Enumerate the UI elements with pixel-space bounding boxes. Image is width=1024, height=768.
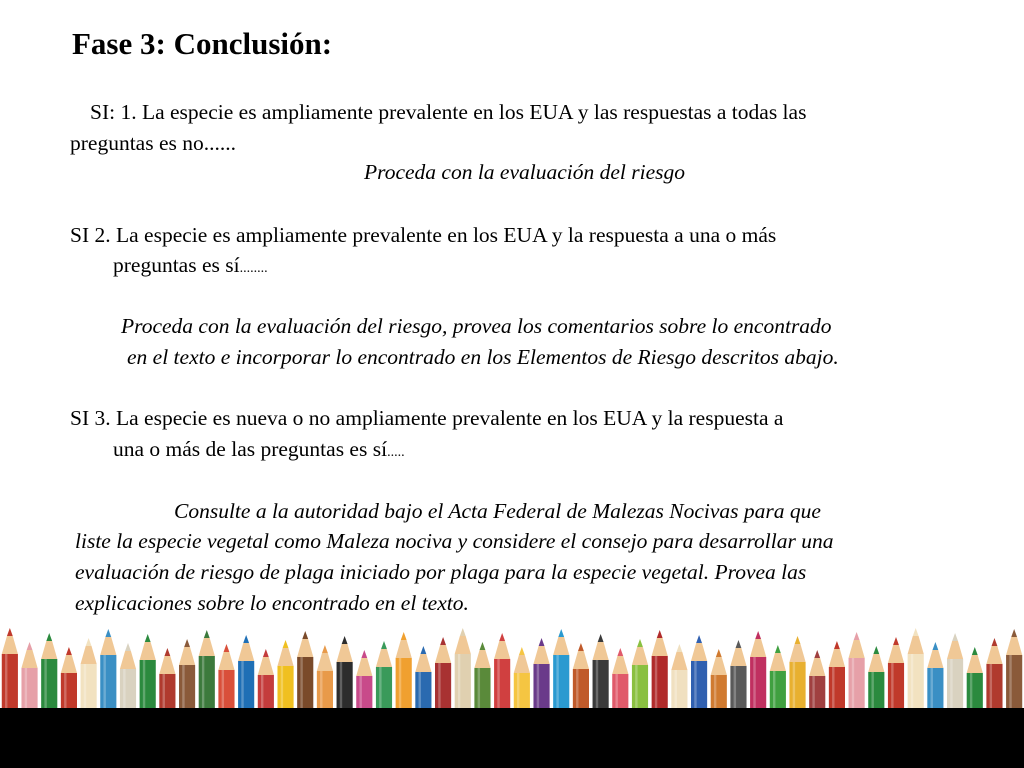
pencil-lead — [578, 643, 584, 651]
pencil-wood — [494, 641, 510, 659]
pencil-lead — [322, 645, 328, 653]
pencil — [376, 641, 392, 712]
pencil-highlight — [478, 668, 480, 712]
pencil-wood — [711, 657, 727, 675]
pencil-lead — [46, 633, 52, 641]
pencil-body — [41, 659, 57, 712]
pencil — [533, 638, 549, 712]
pencil — [967, 647, 983, 712]
pencil-highlight — [340, 662, 342, 712]
pencil — [947, 633, 963, 712]
pencil-wood — [967, 655, 983, 673]
pencil-lead — [302, 631, 308, 639]
pencil-body — [612, 674, 628, 712]
pencil-lead — [420, 646, 426, 654]
pencil-wood — [593, 642, 609, 660]
pencil-body — [140, 660, 156, 712]
pencil-highlight — [281, 666, 283, 712]
pencil-body — [474, 668, 490, 712]
pencil-lead — [992, 638, 998, 646]
pencil-lead — [676, 644, 682, 652]
pencil — [435, 637, 451, 712]
pencil-wood — [100, 637, 116, 655]
pencil — [750, 631, 766, 712]
pencil-wood — [908, 636, 924, 654]
pencil-body — [927, 668, 943, 712]
pencil-wood — [474, 650, 490, 668]
pencil-highlight — [497, 659, 499, 712]
footer-bar — [0, 708, 1024, 768]
pencil-wood — [435, 645, 451, 663]
pencil-body — [593, 660, 609, 712]
pencil-lead — [932, 642, 938, 650]
item-2-action-line-2: en el texto e incorporar lo encontrado en los Elementos de Riesgo descritos abajo. — [127, 345, 839, 369]
pencil-lead — [736, 640, 742, 648]
pencil-wood — [81, 646, 97, 664]
pencil-lead — [342, 636, 348, 644]
pencil — [829, 641, 845, 712]
pencil-highlight — [537, 664, 539, 712]
pencil-wood — [770, 653, 786, 671]
pencil-lead — [480, 642, 486, 650]
pencil-lead — [125, 643, 131, 651]
pencil-highlight — [931, 668, 933, 712]
pencil — [632, 639, 648, 712]
pencil-highlight — [871, 672, 873, 712]
pencil-lead — [381, 641, 387, 649]
pencil-highlight — [596, 660, 598, 712]
pencil — [317, 645, 333, 712]
pencil — [415, 646, 431, 712]
pencil-highlight — [320, 671, 322, 712]
pencil-lead — [716, 649, 722, 657]
pencil-wood — [809, 658, 825, 676]
pencil — [277, 640, 293, 712]
pencil-wood — [868, 654, 884, 672]
pencil — [593, 634, 609, 712]
pencil-body — [849, 658, 865, 712]
pencil-highlight — [615, 674, 617, 712]
pencil-wood — [277, 648, 293, 666]
pencil-wood — [21, 650, 37, 668]
pencil-lead — [617, 648, 623, 656]
pencil-body — [750, 657, 766, 712]
pencil-lead — [834, 641, 840, 649]
pencil-lead — [145, 634, 151, 642]
pencil-highlight — [950, 659, 952, 712]
pencil-highlight — [970, 673, 972, 712]
pencil-body — [829, 667, 845, 712]
pencil-body — [317, 671, 333, 712]
pencil-highlight — [359, 676, 361, 712]
pencil-highlight — [300, 657, 302, 712]
pencil-highlight — [261, 675, 263, 712]
item-3-action-line-1: Consulte a la autoridad bajo el Acta Federal de Malezas Nocivas para que — [174, 499, 821, 523]
pencil-wood — [159, 656, 175, 674]
pencil — [21, 642, 37, 712]
pencil-highlight — [143, 660, 145, 712]
pencil — [61, 647, 77, 712]
pencil — [356, 650, 372, 712]
pencil — [474, 642, 490, 712]
pencil-body — [770, 671, 786, 712]
pencil-wood — [514, 655, 530, 673]
pencil-lead — [401, 632, 407, 640]
pencil-lead — [7, 628, 13, 636]
pencil-body — [120, 669, 136, 712]
pencil — [41, 633, 57, 712]
item-3-line-1: SI 3. La especie es nueva o no ampliamente prevalente en los EUA y la respuesta a — [70, 406, 784, 430]
item-2-line-2-text: preguntas es sí — [113, 253, 240, 277]
pencil-highlight — [714, 675, 716, 712]
pencil — [671, 644, 687, 712]
pencil-wood — [199, 638, 215, 656]
pencil-lead — [184, 639, 190, 647]
pencil-body — [691, 661, 707, 712]
pencil-lead — [361, 650, 367, 658]
pencil-wood — [376, 649, 392, 667]
pencil — [238, 635, 254, 712]
pencil-lead — [637, 639, 643, 647]
pencil-lead — [558, 629, 564, 637]
pencil-wood — [337, 644, 353, 662]
pencil-highlight — [44, 659, 46, 712]
pencil-highlight — [576, 669, 578, 712]
pencil — [159, 648, 175, 712]
pencil-lead — [854, 632, 860, 640]
pencil-highlight — [202, 656, 204, 712]
pencil — [868, 646, 884, 712]
pencil-lead — [283, 640, 289, 648]
pencil-lead — [539, 638, 545, 646]
pencil-body — [218, 670, 234, 712]
pencil-wood — [789, 644, 805, 662]
pencil — [396, 632, 412, 712]
pencil-body — [789, 662, 805, 712]
item-3-dots: ..... — [387, 445, 405, 460]
pencil-highlight — [891, 663, 893, 712]
pencil-lead — [814, 650, 820, 658]
pencil-wood — [415, 654, 431, 672]
pencil-body — [553, 655, 569, 712]
pencil-wood — [1006, 637, 1022, 655]
pencil-wood — [927, 650, 943, 668]
pencil-wood — [652, 638, 668, 656]
pencil-highlight — [103, 655, 105, 712]
colored-pencils-image — [0, 620, 1024, 712]
pencil-wood — [829, 649, 845, 667]
pencil-highlight — [675, 670, 677, 712]
pencil — [120, 643, 136, 712]
pencil — [81, 638, 97, 712]
pencil-body — [21, 668, 37, 712]
pencil — [337, 636, 353, 712]
pencil-lead — [795, 636, 801, 644]
pencil-highlight — [419, 672, 421, 712]
pencil-wood — [396, 640, 412, 658]
pencil-lead — [1011, 629, 1017, 637]
pencil — [789, 636, 805, 712]
item-3-action-line-4: explicaciones sobre lo encontrado en el texto. — [75, 591, 469, 615]
pencil-lead — [972, 647, 978, 655]
pencil-wood — [41, 641, 57, 659]
pencil-lead — [755, 631, 761, 639]
pencil-body — [415, 672, 431, 712]
pencil-body — [947, 659, 963, 712]
pencil-highlight — [399, 658, 401, 712]
pencil — [199, 630, 215, 712]
pencil — [218, 644, 234, 712]
pencil-body — [868, 672, 884, 712]
pencil — [809, 650, 825, 712]
pencil-wood — [671, 652, 687, 670]
pencil-highlight — [5, 654, 7, 712]
pencil-highlight — [123, 669, 125, 712]
pencil-wood — [573, 651, 589, 669]
pencil — [297, 631, 313, 712]
pencil-lead — [440, 637, 446, 645]
pencil — [553, 629, 569, 712]
pencil-wood — [632, 647, 648, 665]
pencil-highlight — [734, 666, 736, 712]
pencil-lead — [913, 628, 919, 636]
pencil-lead — [204, 630, 210, 638]
item-1-action: Proceda con la evaluación del riesgo — [364, 160, 686, 184]
pencil-wood — [2, 636, 18, 654]
pencil-body — [61, 673, 77, 712]
pencil-lead — [519, 647, 525, 655]
pencil — [100, 629, 116, 712]
pencil-body — [435, 663, 451, 712]
pencil — [652, 630, 668, 712]
pencil-body — [494, 659, 510, 712]
pencil-body — [652, 656, 668, 712]
pencil-body — [2, 654, 18, 712]
pencil-body — [1006, 655, 1022, 712]
slide-title: Fase 3: Conclusión: — [72, 26, 333, 61]
pencil-lead — [263, 649, 269, 657]
pencil-wood — [297, 639, 313, 657]
pencil-body — [455, 654, 471, 712]
pencil — [2, 628, 18, 712]
pencil — [849, 632, 865, 712]
item-3-line-2 — [113, 434, 405, 468]
pencil-body — [573, 669, 589, 712]
pencil — [770, 645, 786, 712]
pencil-body — [258, 675, 274, 712]
pencil-highlight — [379, 667, 381, 712]
pencil-wood — [218, 652, 234, 670]
pencil-lead — [499, 633, 505, 641]
pencil-highlight — [222, 670, 224, 712]
pencil-wood — [888, 645, 904, 663]
pencil-wood — [986, 646, 1002, 664]
pencil — [573, 643, 589, 712]
pencil-body — [277, 666, 293, 712]
pencil-body — [238, 661, 254, 712]
pencil-lead — [164, 648, 170, 656]
pencil-body — [100, 655, 116, 712]
pencil-body — [888, 663, 904, 712]
pencil — [612, 648, 628, 712]
item-1-line-1: SI: 1. La especie es ampliamente prevalente en los EUA y las respuestas a todas las — [90, 100, 807, 124]
pencil-lead — [893, 637, 899, 645]
pencil-highlight — [182, 665, 184, 712]
pencil-lead — [27, 642, 33, 650]
pencil-body — [297, 657, 313, 712]
pencil — [140, 634, 156, 712]
item-2-line-2 — [113, 250, 268, 284]
pencil-wood — [533, 646, 549, 664]
pencil-wood — [179, 647, 195, 665]
item-2-line-1: SI 2. La especie es ampliamente prevalente en los EUA y la respuesta a una o más — [70, 223, 777, 247]
pencil-lead — [86, 638, 92, 646]
pencil-highlight — [84, 664, 86, 712]
pencil-wood — [730, 648, 746, 666]
pencil-body — [337, 662, 353, 712]
pencil-wood — [455, 636, 471, 654]
pencil-wood — [238, 643, 254, 661]
pencil — [711, 649, 727, 712]
pencil-lead — [952, 633, 958, 641]
pencil-highlight — [241, 661, 243, 712]
item-2-dots: ........ — [239, 261, 268, 276]
pencil-body — [376, 667, 392, 712]
pencil-body — [809, 676, 825, 712]
pencil — [258, 649, 274, 712]
pencil-body — [967, 673, 983, 712]
pencil-body — [514, 673, 530, 712]
pencil-wood — [356, 658, 372, 676]
pencil-highlight — [990, 664, 992, 712]
pencil — [908, 628, 924, 712]
pencil-lead — [224, 644, 230, 652]
pencil-highlight — [832, 667, 834, 712]
pencil-body — [711, 675, 727, 712]
pencil-body — [671, 670, 687, 712]
pencil-lead — [243, 635, 249, 643]
pencil-wood — [947, 641, 963, 659]
pencil-highlight — [773, 671, 775, 712]
pencil-lead — [873, 646, 879, 654]
pencil — [1006, 629, 1022, 712]
item-1-line-2: preguntas es no...... — [70, 131, 236, 155]
pencil-highlight — [1009, 655, 1011, 712]
pencil-wood — [140, 642, 156, 660]
pencil-highlight — [793, 662, 795, 712]
pencil-lead — [775, 645, 781, 653]
pencil-highlight — [517, 673, 519, 712]
pencil-highlight — [812, 676, 814, 712]
pencil-highlight — [163, 674, 165, 712]
pencil — [986, 638, 1002, 712]
pencil-wood — [849, 640, 865, 658]
pencil-highlight — [852, 658, 854, 712]
pencil-highlight — [438, 663, 440, 712]
pencil — [730, 640, 746, 712]
pencil-wood — [691, 643, 707, 661]
pencil-highlight — [655, 656, 657, 712]
pencil-body — [179, 665, 195, 712]
pencil-body — [159, 674, 175, 712]
item-2-action-line-1: Proceda con la evaluación del riesgo, provea los comentarios sobre lo encontrado — [121, 314, 832, 338]
pencil-body — [632, 665, 648, 712]
pencil-highlight — [64, 673, 66, 712]
pencil-lead — [105, 629, 111, 637]
item-3-action-line-3: evaluación de riesgo de plaga iniciado por plaga para la especie vegetal. Provea las — [75, 560, 807, 584]
pencil-wood — [120, 651, 136, 669]
pencil-body — [730, 666, 746, 712]
pencil-highlight — [694, 661, 696, 712]
pencil-highlight — [556, 655, 558, 712]
pencil-wood — [553, 637, 569, 655]
pencil-lead — [598, 634, 604, 642]
pencil-highlight — [753, 657, 755, 712]
pencil-body — [908, 654, 924, 712]
item-3-action-line-2: liste la especie vegetal como Maleza nociva y considere el consejo para desarrollar una — [75, 529, 834, 553]
pencil-wood — [317, 653, 333, 671]
pencil-highlight — [911, 654, 913, 712]
pencil-wood — [258, 657, 274, 675]
pencil-lead — [696, 635, 702, 643]
pencil-highlight — [25, 668, 27, 712]
pencil — [691, 635, 707, 712]
pencil-body — [986, 664, 1002, 712]
pencil-body — [396, 658, 412, 712]
pencil-wood — [750, 639, 766, 657]
pencil-lead — [460, 628, 466, 636]
pencil — [888, 637, 904, 712]
pencil — [494, 633, 510, 712]
pencil — [514, 647, 530, 712]
pencil-body — [356, 676, 372, 712]
pencil — [179, 639, 195, 712]
pencil-lead — [657, 630, 663, 638]
item-3-line-2-text: una o más de las preguntas es sí — [113, 437, 388, 461]
pencil-body — [199, 656, 215, 712]
pencil — [927, 642, 943, 712]
pencil-lead — [66, 647, 72, 655]
pencil-highlight — [635, 665, 637, 712]
pencil-wood — [612, 656, 628, 674]
pencil-wood — [61, 655, 77, 673]
pencil-body — [81, 664, 97, 712]
pencil-highlight — [458, 654, 460, 712]
pencil — [455, 628, 471, 712]
pencil-body — [533, 664, 549, 712]
